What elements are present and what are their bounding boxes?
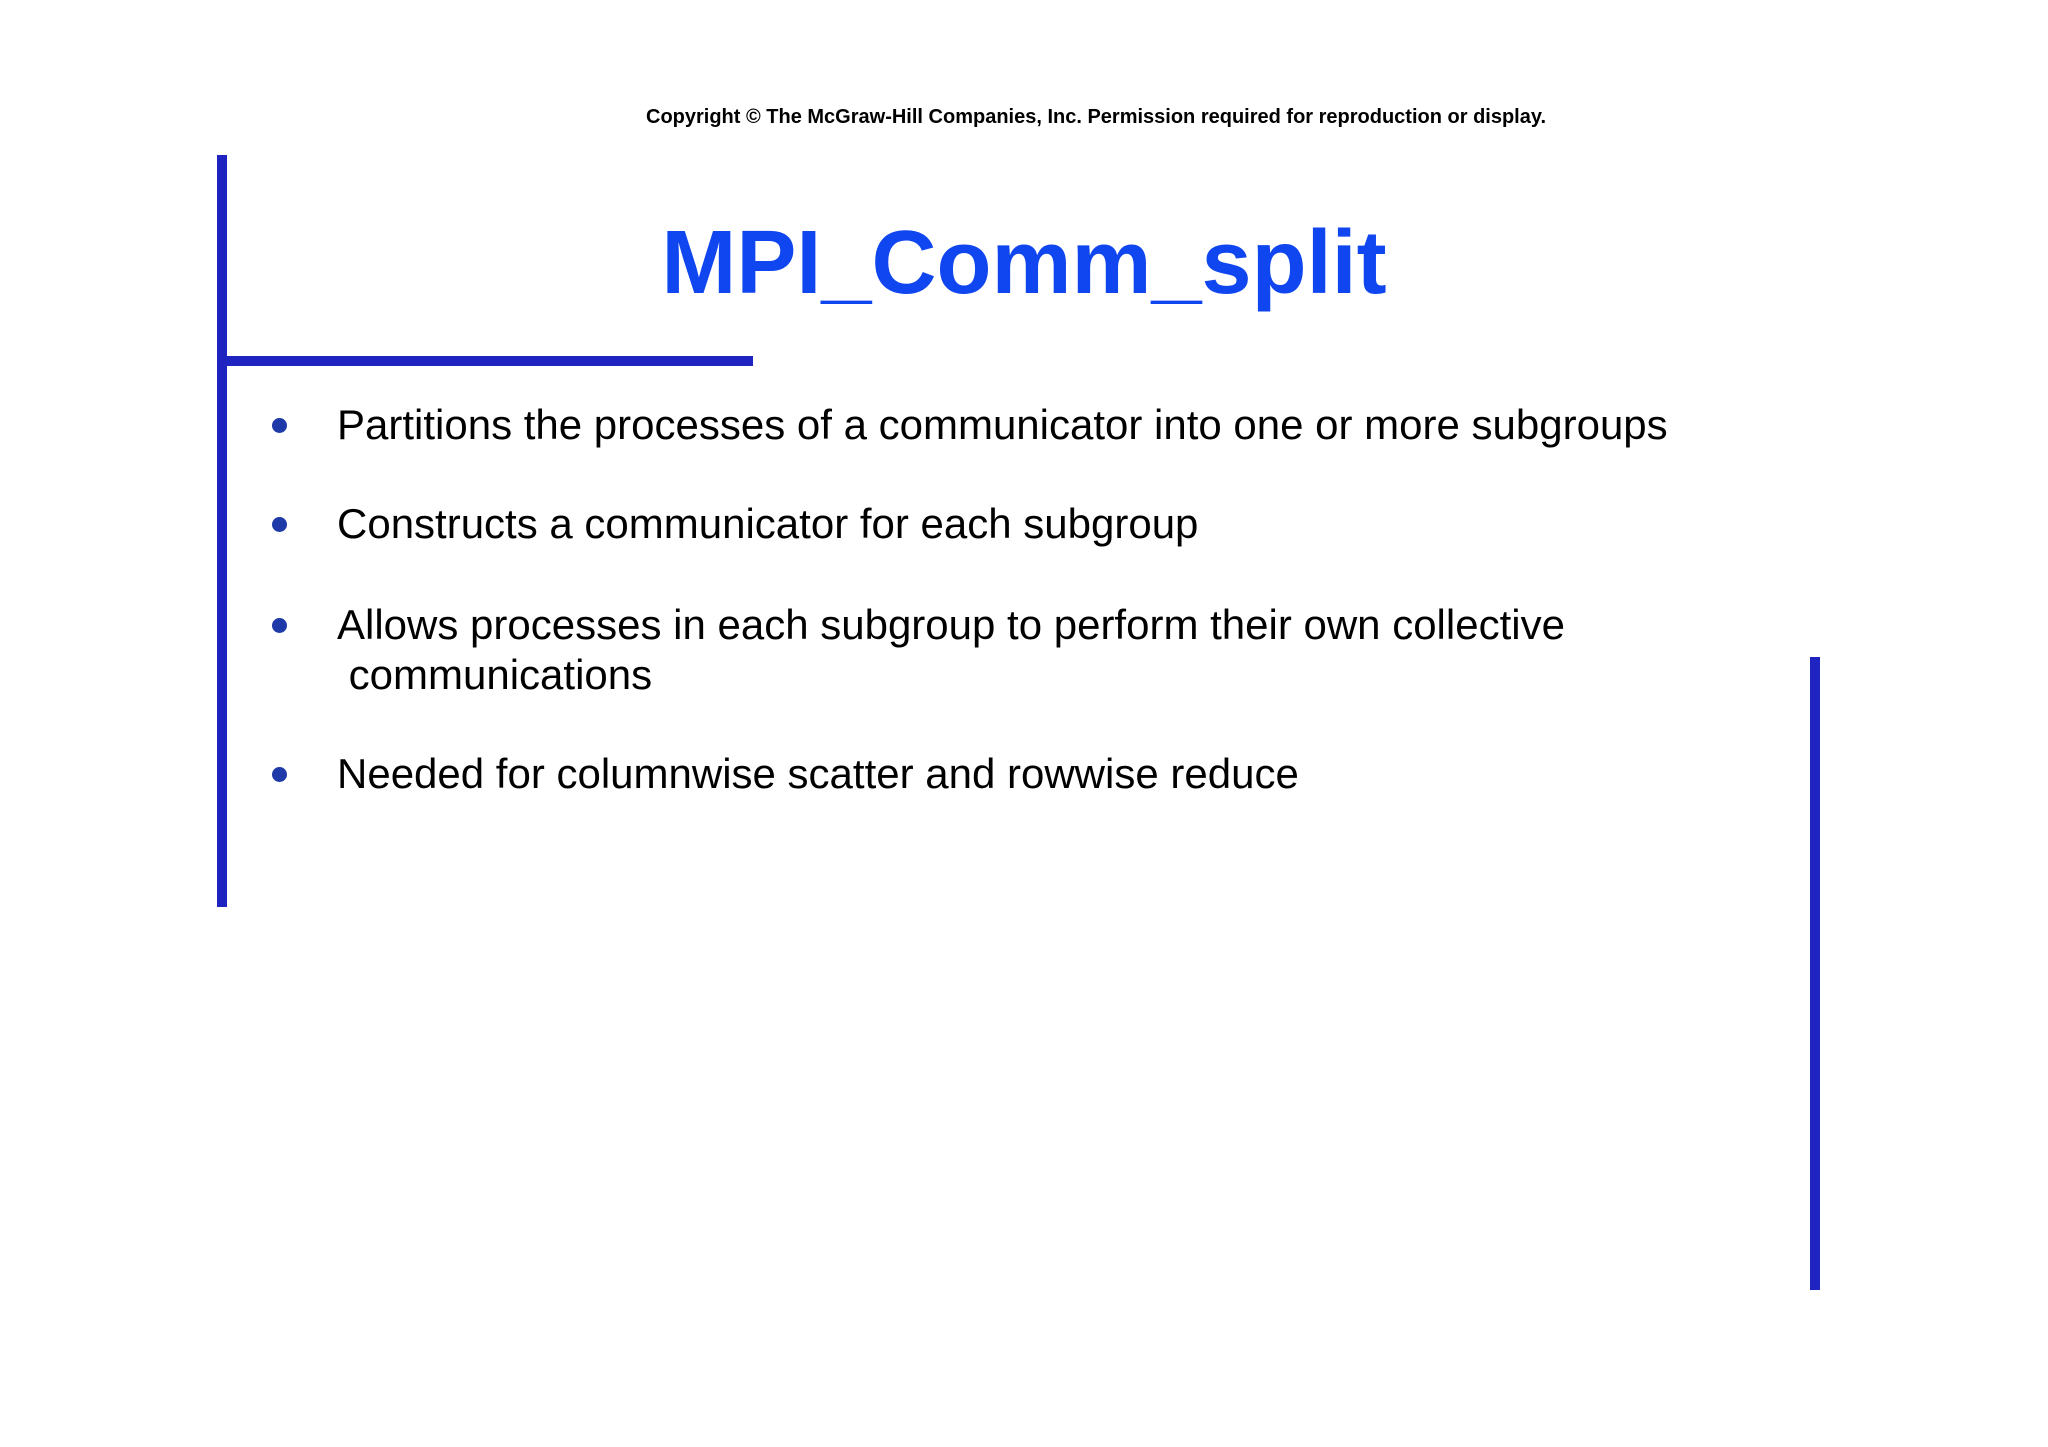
bullet-dot-icon	[272, 767, 287, 782]
bullet-dot-icon	[272, 517, 287, 532]
bullet-dot-icon	[272, 418, 287, 433]
copyright-notice: Copyright © The McGraw-Hill Companies, Inc. Permission required for reproduction or display.	[646, 106, 1547, 128]
bullet-text: Constructs a communicator for each subgroup	[337, 500, 1199, 547]
slide-title: MPI_Comm_split	[661, 213, 1387, 313]
bullet-text: Partitions the processes of a communicator into one or more subgroups	[337, 401, 1668, 448]
bullet-dot-icon	[272, 618, 287, 633]
bullet-text: Needed for columnwise scatter and rowwise reduce	[337, 750, 1299, 797]
bullet-text-continuation: communications	[337, 651, 653, 698]
bullet-text: Allows processes in each subgroup to perform their own collective	[337, 601, 1565, 648]
